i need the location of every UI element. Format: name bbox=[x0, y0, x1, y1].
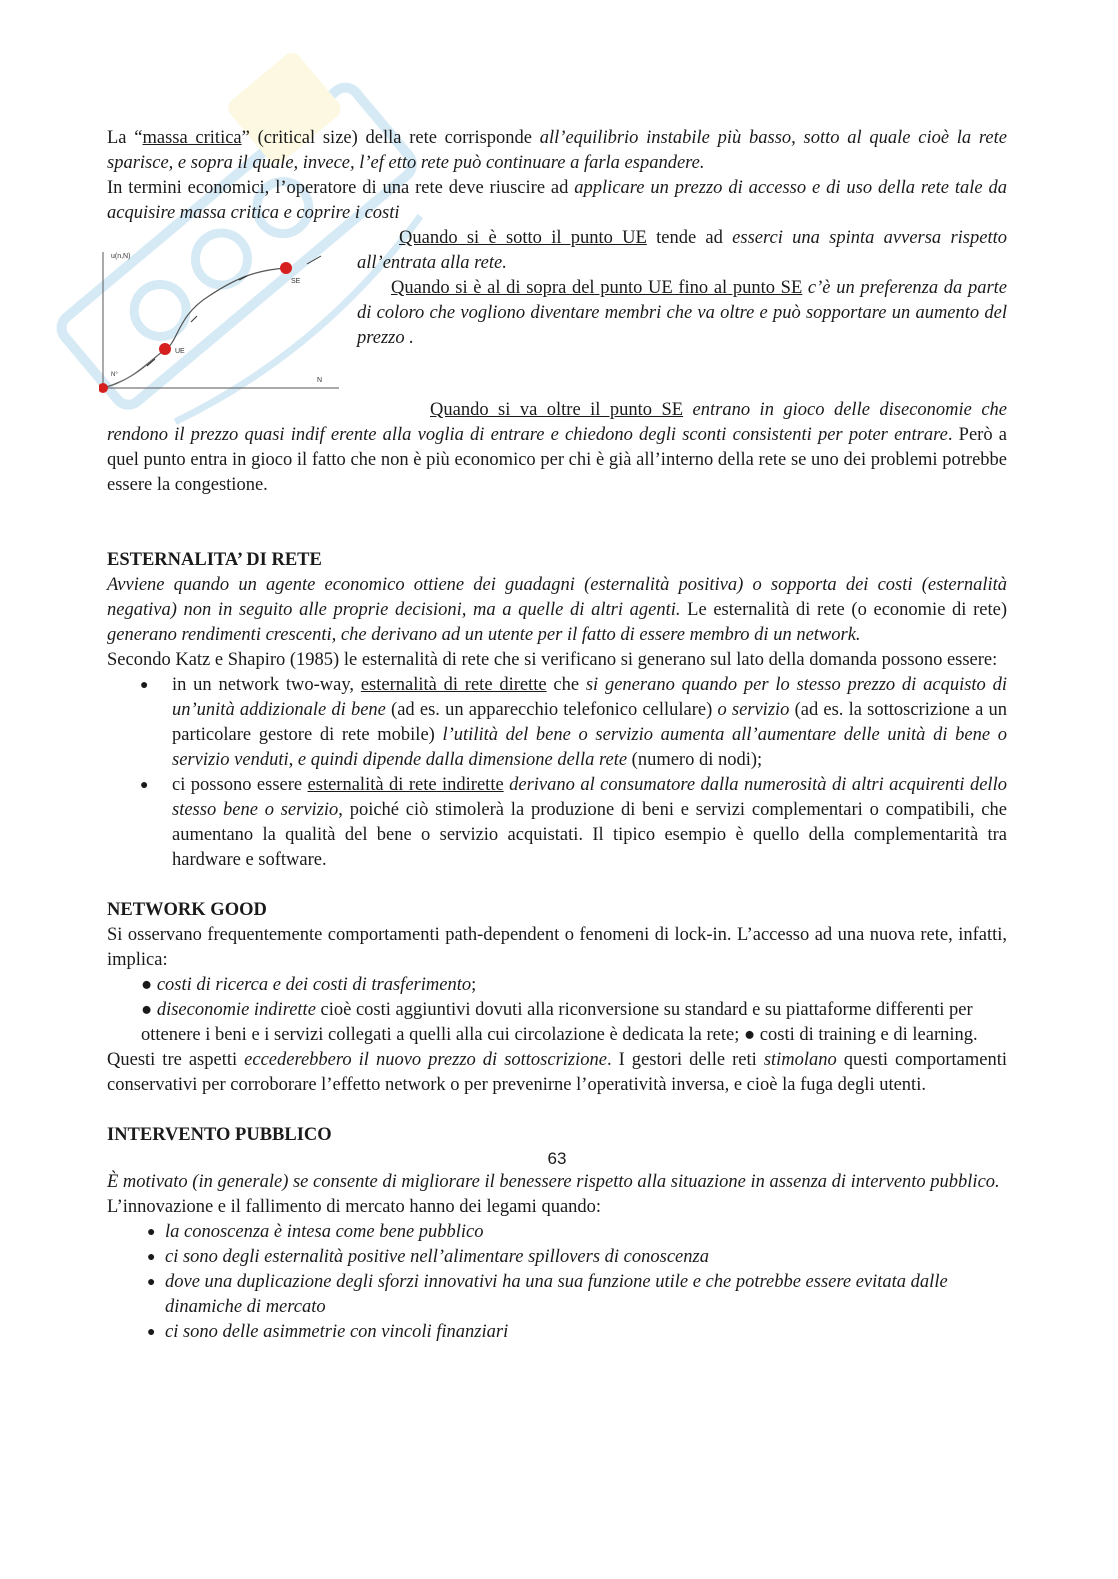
list-item: ● in un network two-way, esternalità di rete dirette che si generano quando per lo stesso prezzo di acquisto di un’unità addizionale di bene (ad es. un apparecchio telefonico cellulare) o servizio (ad es. la sottoscrizione a un particolare gestore di rete mobile) l’utilità del bene o servizio aumenta all’aumentare delle unità di bene o servizio venduti, e quindi dipende dalla dimensione della rete (numero di nodi); bbox=[140, 673, 1007, 773]
y-axis-label: u(n,N) bbox=[111, 253, 131, 260]
list-item: ● diseconomie indirette cioè costi aggiuntivi dovuti alla riconversione su standard e su piattaforme differenti per ottenere i beni e i servizi collegati a quelli alla cui circolazione è dedicata la rete; ● costi di training e di learning. bbox=[141, 1000, 978, 1045]
document-page bbox=[107, 126, 1007, 1345]
x-axis-label: N bbox=[317, 377, 323, 384]
intervento-list bbox=[107, 1220, 1007, 1345]
heading-network-good: NETWORK GOOD bbox=[107, 900, 267, 920]
origin-label: N° bbox=[111, 372, 118, 378]
intervento-paragraph-1: È motivato (in generale) se consente di migliorare il benessere rispetto alla situazione in assenza di intervento pubblico. bbox=[107, 1172, 1000, 1192]
figure-description bbox=[357, 226, 1007, 351]
point-ue bbox=[159, 343, 171, 355]
point-origin bbox=[99, 383, 108, 393]
network-equilibrium-diagram bbox=[99, 246, 349, 394]
heading-intervento-pubblico: INTERVENTO PUBBLICO bbox=[107, 1125, 332, 1145]
list-item: ● costi di ricerca e dei costi di trasferimento; bbox=[141, 975, 477, 995]
page-number: 63 bbox=[547, 1149, 567, 1168]
intervento-paragraph-2: L’innovazione e il fallimento di mercato hanno dei legami quando: bbox=[107, 1197, 602, 1217]
figure-section bbox=[107, 226, 1007, 401]
list-item: ● ci sono degli esternalità positive nell’alimentare spillovers di conoscenza bbox=[147, 1245, 1007, 1270]
network-good-paragraph-1: Si osservano frequentemente comportamenti path-dependent o fenomeni di lock-in. L’accesso ad una nuova rete, infatti, implica: bbox=[107, 925, 1007, 970]
list-item: ● ci sono delle asimmetrie con vincoli finanziari bbox=[147, 1320, 1007, 1345]
fig-text-3: Quando si va oltre il punto SE entrano in gioco delle diseconomie che rendono il prezzo quasi indif erente alla voglia di entrare e chiedono degli sconti consistenti per poter entrare. Però a quel punto entra in gioco il fatto che non è più economico per chi è già all’interno della rete se uno dei problemi potrebbe essere la congestione. bbox=[107, 400, 1007, 495]
list-item: ● la conoscenza è intesa come bene pubblico bbox=[147, 1220, 1007, 1245]
list-item: ● ci possono essere esternalità di rete indirette derivano al consumatore dalla numerosità di altri acquirenti dello stesso bene o servizio, poiché ciò stimolerà la produzione di beni e servizi complementari o compatibili, che aumentano la qualità del bene o servizio acquistati. Il tipico esempio è quello della complementarità tra hardware e software. bbox=[140, 773, 1007, 873]
utility-curve bbox=[103, 268, 286, 388]
network-good-paragraph-2: Questi tre aspetti eccederebbero il nuovo prezzo di sottoscrizione. I gestori delle reti stimolano questi comportamenti conservativi per corroborare l’effetto network o per prevenirne l’operatività inversa, e cioè la fuga degli utenti. bbox=[107, 1050, 1008, 1095]
esternalita-paragraph-2: Secondo Katz e Shapiro (1985) le esternalità di rete che si verificano si generano sul lato della domanda possono essere: bbox=[107, 650, 998, 670]
point-ue-label: UE bbox=[175, 348, 185, 355]
esternalita-paragraph-1: Avviene quando un agente economico ottiene dei guadagni (esternalità positiva) o sopporta dei costi (esternalità negativa) non in seguito alle proprie decisioni, ma a quelle di altri agenti. Le esternalità di rete (o economie di rete) generano rendimenti crescenti, che derivano ad un utente per il fatto di essere membro di un network. bbox=[107, 575, 1007, 645]
arrow-2 bbox=[191, 316, 197, 322]
heading-esternalita: ESTERNALITA’ DI RETE bbox=[107, 550, 322, 570]
fig-text-1: Quando si è sotto il punto UE tende ad esserci una spinta avversa rispetto all’entrata alla rete. bbox=[357, 228, 1007, 273]
lower-curve bbox=[111, 354, 159, 386]
point-se bbox=[280, 262, 292, 274]
arrow-4 bbox=[307, 256, 321, 264]
intro-paragraph-1: La “massa critica” (critical size) della rete corrisponde all’equilibrio instabile più basso, sotto al quale cioè la rete sparisce, e sopra il quale, invece, l’ef etto rete può continuare a farla espandere. bbox=[107, 128, 1007, 173]
esternalita-list bbox=[107, 673, 1007, 873]
term-massa-critica: massa critica bbox=[142, 128, 242, 148]
intro-paragraph-2: In termini economici, l’operatore di una rete deve riuscire ad applicare un prezzo di accesso e di uso della rete tale da acquisire massa critica e coprire i costi bbox=[107, 178, 1007, 223]
network-good-list bbox=[107, 973, 1007, 1048]
fig-text-2: Quando si è al di sopra del punto UE fino al punto SE c’è un preferenza da parte di coloro che vogliono diventare membri che va oltre e può sopportare un aumento del prezzo . bbox=[357, 278, 1007, 348]
point-se-label: SE bbox=[291, 278, 301, 285]
list-item: ● dove una duplicazione degli sforzi innovativi ha una sua funzione utile e che potrebbe essere evitata dalle dinamiche di mercato bbox=[147, 1270, 1007, 1320]
